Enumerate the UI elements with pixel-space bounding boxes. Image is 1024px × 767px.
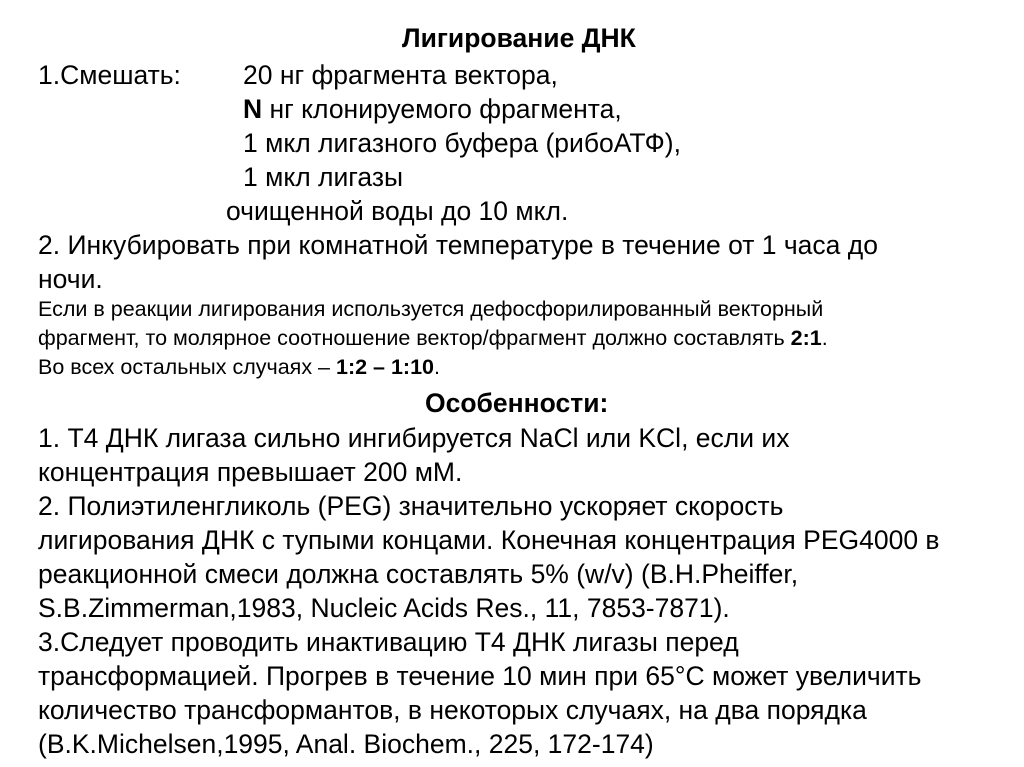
step2-line-2: ночи. [38, 264, 103, 294]
note-line-3-end: . [434, 355, 440, 379]
note-line-2-text: фрагмент, то молярное соотношение вектор/фрагмент должно составлять [38, 326, 791, 350]
note-line-2 [38, 328, 828, 350]
features-heading: Особенности: [425, 388, 609, 418]
step1-item-5: очищенной воды до 10 мкл. [226, 196, 569, 226]
step1-label: 1.Смешать: [38, 60, 181, 90]
note-line-3 [38, 357, 440, 379]
step1-item-2-text: нг клонируемого фрагмента, [262, 94, 622, 124]
features-line-8: трансформацией. Прогрев в течение 10 мин при 65°C может увеличить [38, 661, 922, 691]
step1-item-4: 1 мкл лигазы [243, 162, 404, 192]
step1-item-1: 20 нг фрагмента вектора, [243, 60, 558, 90]
note-line-1: Если в реакции лигирования используется дефосфорилированный векторный [38, 297, 824, 321]
note-line-2-end: . [821, 326, 828, 350]
slide-title: Лигирование ДНК [402, 23, 636, 53]
note-line-3-text: Во всех остальных случаях – [38, 355, 336, 379]
features-line-4: лигирования ДНК с тупыми концами. Конечная концентрация PEG4000 в [38, 525, 940, 555]
step2-line-1: 2. Инкубировать при комнатной температуре в течение от 1 часа до [38, 230, 878, 260]
features-line-10: (B.K.Michelsen,1995, Anal. Biochem., 225, 172-174) [38, 729, 654, 759]
features-line-2: концентрация превышает 200 мМ. [38, 457, 463, 487]
step1-item-3: 1 мкл лигазного буфера (рибоАТФ), [243, 128, 681, 158]
features-line-5: реакционной смеси должна составлять 5% (w/v) (B.H.Pheiffer, [38, 559, 799, 589]
features-line-1: 1. Т4 ДНК лигаза сильно ингибируется NaCl или KCl, если их [38, 423, 790, 453]
step1-item-2-bold: N [243, 94, 263, 124]
ratio-range: 1:2 – 1:10 [335, 355, 434, 379]
features-line-3: 2. Полиэтиленгликоль (PEG) значительно ускоряет скорость [38, 491, 784, 521]
ratio-2-1: 2:1 [790, 326, 822, 350]
features-line-7: 3.Следует проводить инактивацию Т4 ДНК лигазы перед [38, 627, 739, 657]
features-line-9: количество трансформантов, в некоторых случаях, на два порядка [38, 695, 867, 725]
step1-item-2 [243, 96, 622, 123]
features-line-6: S.B.Zimmerman,1983, Nucleic Acids Res., 11, 7853-7871). [38, 593, 730, 623]
